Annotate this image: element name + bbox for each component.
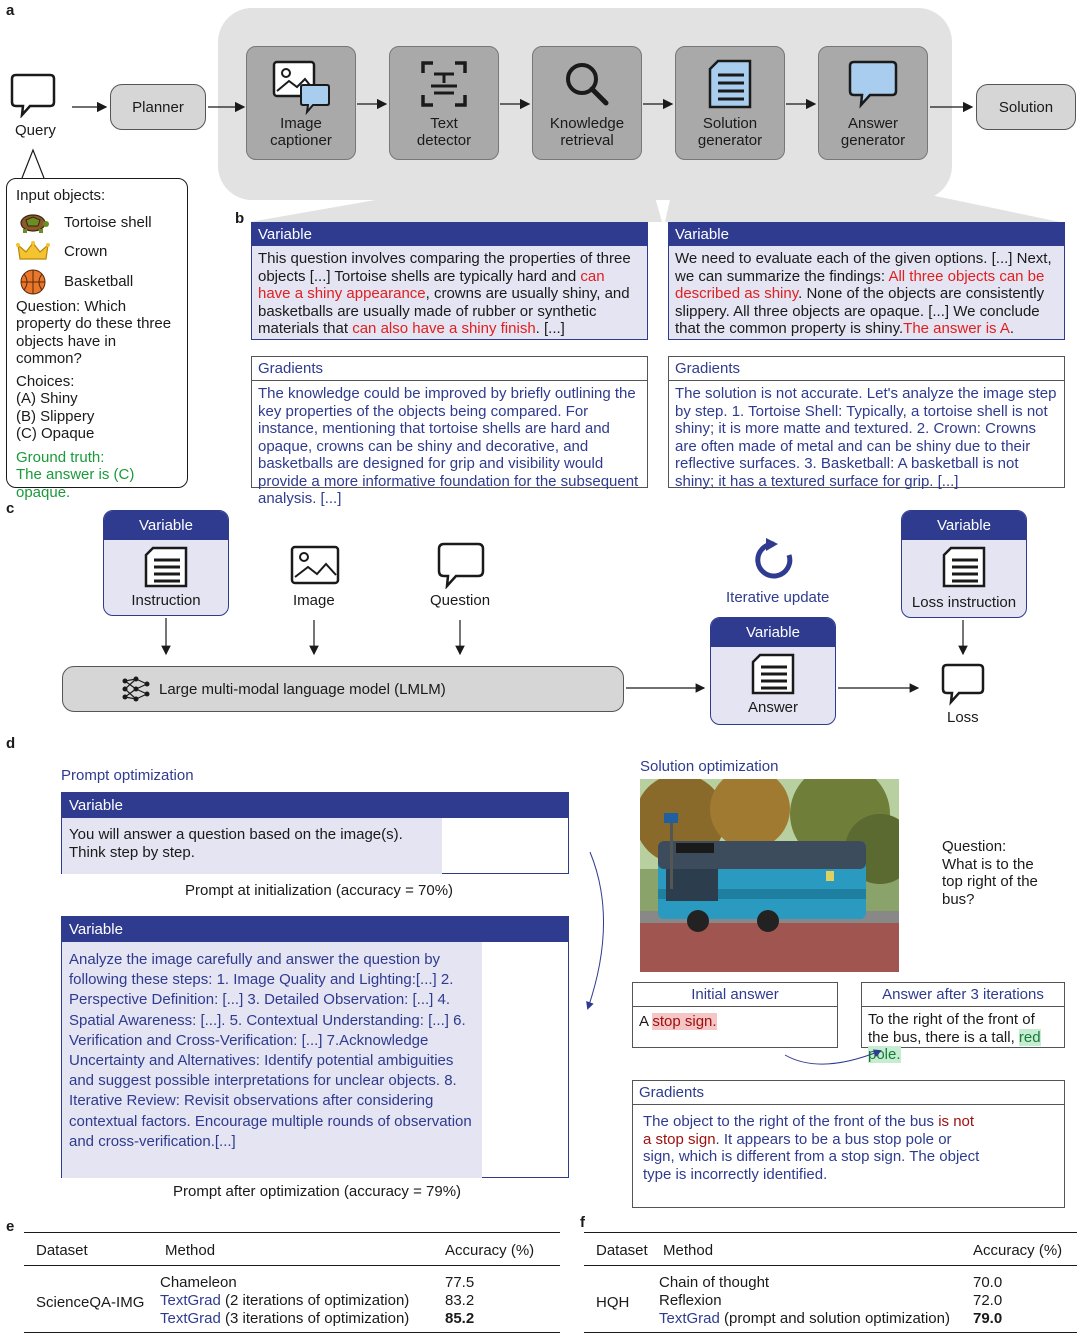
prompt-optimization-title: Prompt optimization	[61, 767, 194, 784]
table-row: Reflexion	[659, 1292, 722, 1309]
tool-text-detector[interactable]	[389, 46, 499, 160]
gradients-header: Gradients	[633, 1081, 1064, 1105]
tool-label-line2: generator	[697, 132, 763, 149]
variable-text: We need to evaluate each of the given options. [...] Next, we can summarize the findings: All three objects can be described as shiny. None of the objects are consistently slippery. All three objects are opaque. [...] We conclude that the common property is shiny.The answer is A.	[669, 246, 1064, 339]
d-init-prompt	[61, 792, 569, 874]
accuracy-cell: 85.2	[445, 1310, 475, 1327]
loss-instruction-label: Loss instruction	[911, 594, 1017, 611]
tool-label-line1: Knowledge	[549, 115, 625, 132]
neural-network-icon	[121, 676, 151, 702]
solution-optimization-title: Solution optimization	[640, 758, 779, 775]
tool-label-line2: generator	[840, 132, 906, 149]
text-scan-icon	[419, 59, 469, 109]
header-method: Method	[663, 1242, 714, 1259]
query-label: Query	[15, 122, 56, 139]
planner-label: Planner	[132, 98, 184, 116]
tool-label-line1: Solution	[702, 115, 758, 132]
panel-label-d: d	[6, 735, 16, 752]
table-row: Chain of thought	[659, 1274, 770, 1291]
ground-truth-value: The answer is (C) opaque.	[16, 466, 135, 501]
table-row: TextGrad (2 iterations of optimization)	[160, 1292, 410, 1309]
after-answer-text: To the right of the front of the bus, there is a tall, red pole.	[868, 1011, 1041, 1063]
accuracy-cell: 70.0	[973, 1274, 1003, 1291]
input-question: Question: Which property do these three objects have in common?	[16, 297, 172, 367]
gradients-text: The object to the right of the front of the bus is not a stop sign. It appears to be a bus stop pole or sign, which is different from a stop sign. The object type is incorrectly identified.	[643, 1113, 980, 1183]
bus-photo	[640, 779, 899, 972]
answer-label: Answer	[747, 699, 799, 716]
answer-update-arrow	[780, 1045, 890, 1075]
loss-bubble-icon	[940, 662, 986, 706]
panel-label-e: e	[6, 1218, 15, 1235]
object-crown: Crown	[64, 242, 108, 260]
after-answer-header: Answer after 3 iterations	[862, 983, 1064, 1007]
header-dataset: Dataset	[36, 1242, 88, 1259]
variable-header: Variable	[62, 917, 568, 942]
gradients-header: Gradients	[669, 357, 1064, 381]
accuracy-cell: 79.0	[973, 1310, 1003, 1327]
crown-icon	[16, 241, 50, 263]
c-answer-variable[interactable]	[710, 617, 836, 725]
iterative-update-icon	[752, 538, 796, 582]
variable-header: Variable	[711, 618, 835, 647]
table-f	[584, 1232, 1077, 1333]
table-row: Chameleon	[160, 1274, 237, 1291]
image-label: Image	[293, 592, 335, 609]
instruction-label: Instruction	[131, 592, 201, 609]
loss-label: Loss	[947, 709, 979, 726]
c-loss-instruction-variable[interactable]	[901, 510, 1027, 618]
variable-header: Variable	[902, 511, 1026, 540]
gradients-header: Gradients	[252, 357, 647, 381]
choice-b: (B) Slippery	[16, 407, 95, 425]
b-left-gradients	[251, 356, 648, 507]
solution-box[interactable]	[976, 84, 1076, 130]
table-row: TextGrad (prompt and solution optimization)	[659, 1310, 950, 1327]
gradients-text: The solution is not accurate. Let's analyze the image step by step. 1. Tortoise Shell: Typically, a tortoise shell is not shiny; it is more matte and textured. 2. Crown: Crowns are often made of metal and can be shiny due to their reflective surfaces. 3. Basketball: A basketball is not shiny; it has a textured surface for grip. [...]	[675, 385, 1057, 490]
after-answer-box	[861, 982, 1065, 1063]
question-label: Question	[430, 592, 491, 609]
d-gradients-box	[632, 1080, 1065, 1208]
d-opt-prompt	[61, 916, 569, 1178]
opt-caption: Prompt after optimization (accuracy = 79%)	[173, 1183, 462, 1200]
opt-prompt-text: Analyze the image carefully and answer the question by following these steps: 1. Image Quality and Lighting:[...] 2. Perspective Definition: [...] 3. Detailed Observation: [...] 4. Spatial Awareness: [...]. 5. Contextual Understanding: [...] 6. Verification and Cross-Verification: [...] 7.Acknowledge Uncertainty and Alternatives: Identify potential ambiguities and suggest possible interpretations for unclear objects. 8. Iterative Review: Revisit observations after considering contextual factors. Encourage multiple rounds of observation and cross-verification.[...]	[62, 942, 482, 1178]
input-objects-header: Input objects:	[16, 187, 106, 204]
panel-label-a: a	[6, 2, 15, 19]
tool-solution-generator[interactable]	[675, 46, 785, 160]
dataset-cell: ScienceQA-IMG	[36, 1294, 145, 1311]
variable-header: Variable	[62, 793, 568, 818]
header-dataset: Dataset	[596, 1242, 648, 1259]
image-caption-icon	[271, 59, 331, 115]
planner-box[interactable]	[110, 84, 206, 130]
panel-label-b: b	[235, 210, 245, 227]
gradients-text: The knowledge could be improved by briefly outlining the key properties of the objects being compared. For instance, mentioning that tortoise shells are hard and opaque, crowns can be shiny and decorative, and basketballs are designed for grip and visibility would provide a more informative foundation for the subsequent analysis. [...]	[258, 385, 639, 507]
document-icon	[749, 653, 797, 695]
question-bubble-icon	[436, 541, 486, 589]
initial-answer-text: A stop sign.	[639, 1013, 717, 1030]
initial-answer-header: Initial answer	[633, 983, 837, 1007]
variable-header: Variable	[252, 223, 647, 246]
header-accuracy: Accuracy (%)	[445, 1242, 535, 1259]
c-instruction-variable[interactable]	[103, 510, 229, 616]
iterative-update-label: Iterative update	[726, 589, 830, 606]
solution-label: Solution	[998, 98, 1054, 116]
input-callout	[6, 178, 188, 501]
variable-header: Variable	[669, 223, 1064, 246]
document-icon	[706, 59, 754, 109]
choice-c: (C) Opaque	[16, 425, 95, 442]
choice-a: (A) Shiny	[16, 390, 78, 407]
variable-header: Variable	[104, 511, 228, 540]
optimization-arrow	[560, 840, 620, 1020]
dataset-cell: HQH	[596, 1294, 630, 1311]
tool-label-line1: Image	[280, 115, 322, 132]
accuracy-cell: 72.0	[973, 1292, 1003, 1309]
document-icon	[940, 546, 988, 588]
panel-label-c: c	[6, 500, 15, 517]
b-right-variable	[668, 222, 1065, 340]
accuracy-cell: 77.5	[445, 1274, 475, 1291]
ground-truth-label: Ground truth:	[16, 448, 105, 466]
choices-label: Choices:	[16, 372, 75, 390]
accuracy-cell: 83.2	[445, 1292, 475, 1309]
header-method: Method	[165, 1242, 216, 1259]
tool-label-line2: captioner	[270, 132, 332, 149]
tool-image-captioner[interactable]	[246, 46, 356, 160]
document-icon	[142, 546, 190, 588]
tool-label-line2: detector	[416, 132, 472, 149]
tool-answer-generator[interactable]	[818, 46, 928, 160]
tool-label-line1: Answer	[847, 115, 899, 132]
lmlm-label: Large multi-modal language model (LMLM)	[159, 680, 446, 698]
image-icon	[290, 545, 340, 585]
variable-text: This question involves comparing the properties of three objects [...] Tortoise shells are typically hard and can have a shiny appearance, crowns are usually shiny, and basketballs are usually made of rubber or synthetic materials that can also have a shiny finish. [...]	[252, 246, 647, 339]
init-prompt-text: You will answer a question based on the image(s). Think step by step.	[62, 818, 442, 874]
header-accuracy: Accuracy (%)	[973, 1242, 1063, 1259]
tool-knowledge-retrieval[interactable]	[532, 46, 642, 160]
tool-label-line1: Text	[430, 115, 458, 132]
init-caption: Prompt at initialization (accuracy = 70%)	[185, 882, 454, 899]
magnifier-icon	[562, 59, 612, 109]
initial-answer-box	[632, 982, 838, 1048]
table-row: TextGrad (3 iterations of optimization)	[160, 1310, 410, 1327]
d-question: Question: What is to the top right of the bus?	[942, 838, 1038, 908]
table-e	[24, 1232, 560, 1333]
panel-label-f: f	[580, 1214, 585, 1231]
basketball-icon	[16, 269, 50, 295]
tortoise-icon	[16, 212, 50, 234]
tool-label-line2: retrieval	[560, 132, 614, 149]
b-left-variable	[251, 222, 648, 340]
speech-bubble-icon	[848, 59, 898, 109]
object-basketball: Basketball	[64, 272, 134, 290]
object-tortoise-shell: Tortoise shell	[64, 213, 152, 231]
lmlm-bar[interactable]	[62, 666, 624, 712]
b-right-gradients	[668, 356, 1065, 488]
